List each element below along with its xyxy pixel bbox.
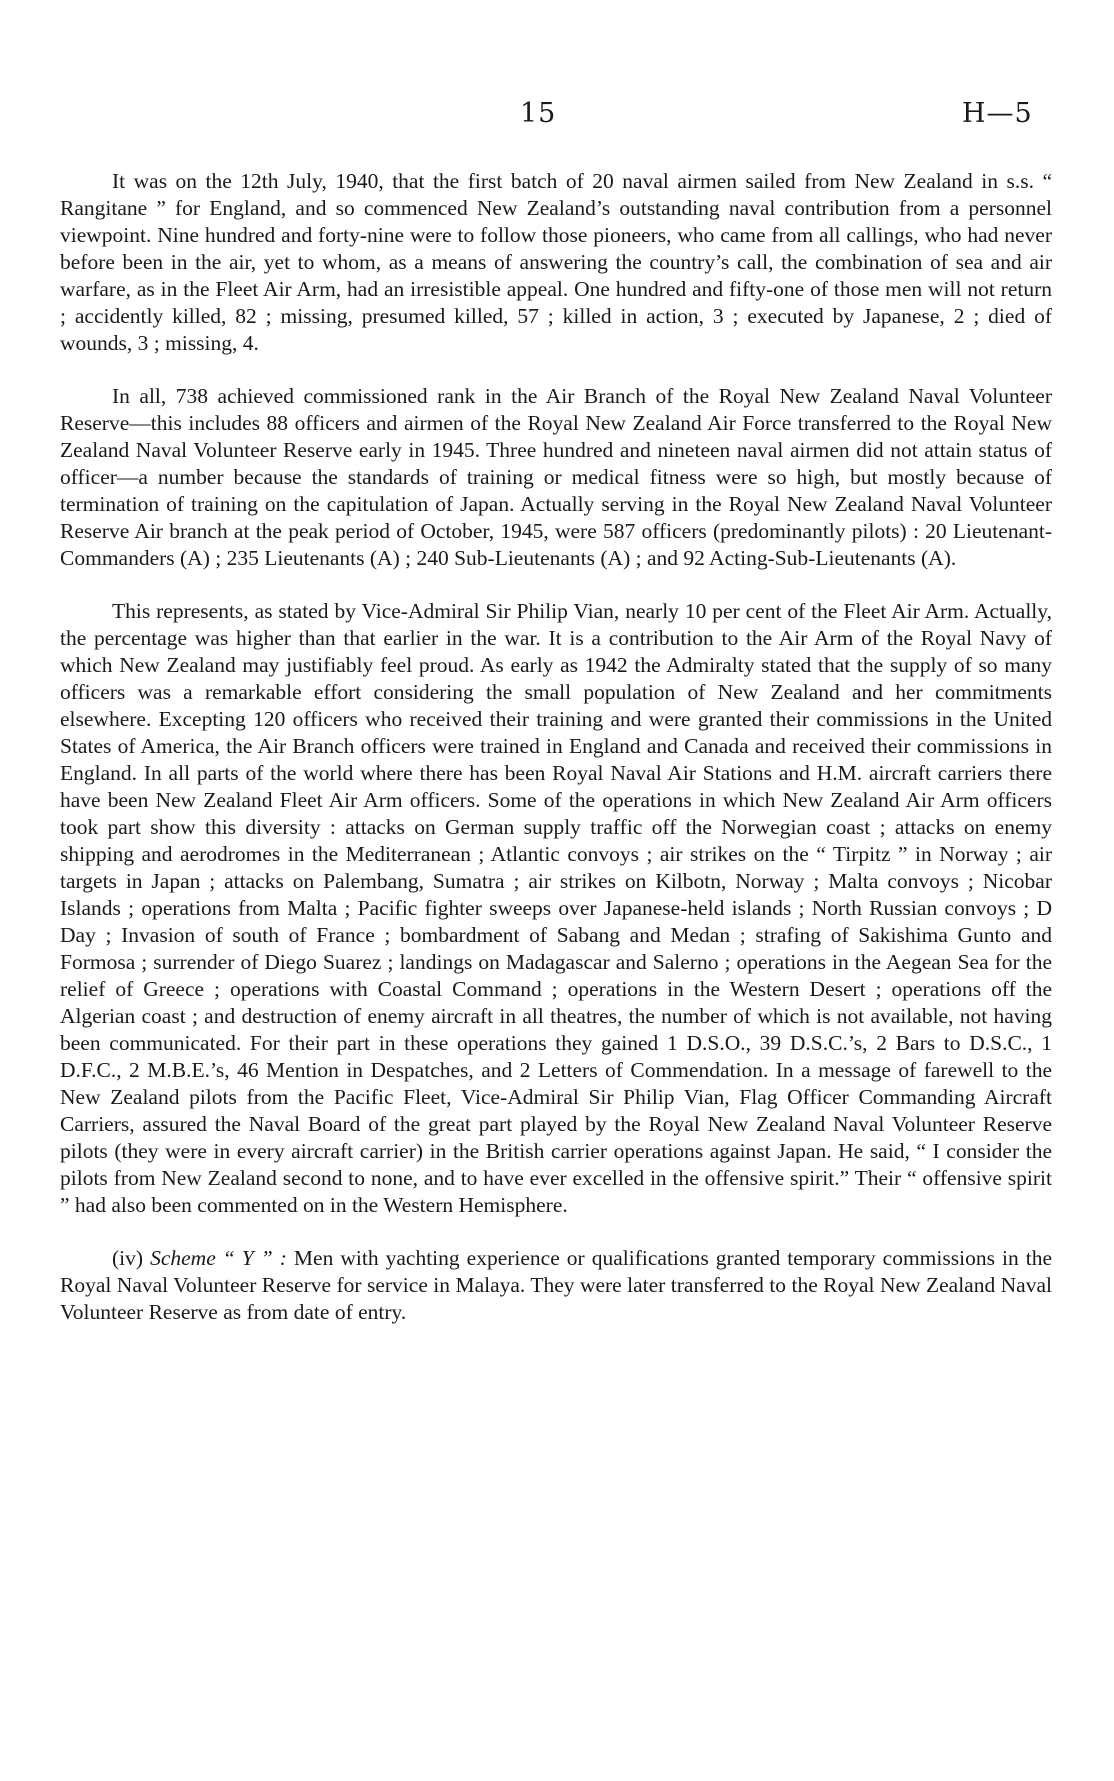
page-number: 15 [520,98,557,129]
paragraph-naval-airmen: It was on the 12th July, 1940, that the first batch of 20 naval airmen sailed from New Zealand in s.s. “ Rangitane ” for England, and so commenced New Zealand’s outstanding naval contribution from a personnel viewpoint. Nine hundred and forty-nine were to follow those pioneers, who came from all callings, who had never before been in the air, yet to whom, as a means of answering the country’s call, the combination of sea and air warfare, as in the Fleet Air Arm, had an irresistible appeal. One hundred and fifty-one of those men will not return ; accidently killed, 82 ; missing, presumed killed, 57 ; killed in action, 3 ; executed by Japanese, 2 ; died of wounds, 3 ; missing, 4. [60,169,1052,355]
page-reference: H—5 [962,98,1033,129]
body-text [60,168,1052,1352]
scheme-title: Scheme “ Y ” : [150,1246,287,1270]
paragraph-fleet-air-arm-contribution: This represents, as stated by Vice-Admiral Sir Philip Vian, nearly 10 per cent of the Fleet Air Arm. Actually, the percentage was higher than that earlier in the war. It is a contribution to the Air Arm of the Royal Navy of which New Zealand may justifiably feel proud. As early as 1942 the Admiralty stated that the supply of so many officers was a remarkable effort considering the small population of New Zealand and her commitments elsewhere. Excepting 120 officers who received their training and were granted their commissions in the United States of America, the Air Branch officers were trained in England and Canada and received their commissions in England. In all parts of the world where there has been Royal Naval Air Stations and H.M. aircraft carriers there have been New Zealand Fleet Air Arm officers. Some of the operations in which New Zealand Air Arm officers took part show this diversity : attacks on German supply traffic off the Norwegian coast ; attacks on enemy shipping and aerodromes in the Mediterranean ; Atlantic convoys ; air strikes on the “ Tirpitz ” in Norway ; air targets in Japan ; attacks on Palembang, Sumatra ; air strikes on Kilbotn, Norway ; Malta convoys ; Nicobar Islands ; operations from Malta ; Pacific fighter sweeps over Japanese-held islands ; North Russian convoys ; D Day ; Invasion of south of France ; bombardment of Sabang and Medan ; strafing of Sakishima Gunto and Formosa ; surrender of Diego Suarez ; landings on Madagascar and Salerno ; operations in the Aegean Sea for the relief of Greece ; operations with Coastal Command ; operations in the Western Desert ; operations off the Algerian coast ; and destruction of enemy aircraft in all theatres, the number of which is not available, not having been communicated. For their part in these operations they gained 1 D.S.O., 39 D.S.C.’s, 2 Bars to D.S.C., 1 D.F.C., 2 M.B.E.’s, 46 Mention in Despatches, and 2 Letters of Commendation. In a message of farewell to the New Zealand pilots from the Pacific Fleet, Vice-Admiral Sir Philip Vian, Flag Officer Commanding Aircraft Carriers, assured the Naval Board of the great part played by the Royal New Zealand Naval Volunteer Reserve pilots (they were in every aircraft carrier) in the British carrier operations against Japan. He said, “ I consider the pilots from New Zealand second to none, and to have ever excelled in the offensive spirit.” Their “ offensive spirit ” had also been commented on in the Western Hemisphere. [60,599,1052,1217]
paragraph-scheme-y [60,1245,1052,1326]
scheme-text: Men with yachting experience or qualifications granted temporary commissions in the Royal Naval Volunteer Reserve for service in Malaya. They were later transferred to the Royal New Zealand Naval Volunteer Reserve as from date of entry. [60,1246,1053,1324]
paragraph-commissioned-rank: In all, 738 achieved commissioned rank in the Air Branch of the Royal New Zealand Naval Volunteer Reserve—this includes 88 officers and airmen of the Royal New Zealand Air Force transferred to the Royal New Zealand Naval Volunteer Reserve early in 1945. Three hundred and nineteen naval airmen did not attain status of officer—a number because the standards of training or medical fitness were so high, but mostly because of termination of training on the capitulation of Japan. Actually serving in the Royal New Zealand Naval Volunteer Reserve Air branch at the peak period of October, 1945, were 587 officers (predominantly pilots) : 20 Lieutenant-Commanders (A) ; 235 Lieutenants (A) ; 240 Sub-Lieutenants (A) ; and 92 Acting-Sub-Lieutenants (A). [60,384,1052,570]
scheme-prefix: (iv) [112,1246,144,1270]
